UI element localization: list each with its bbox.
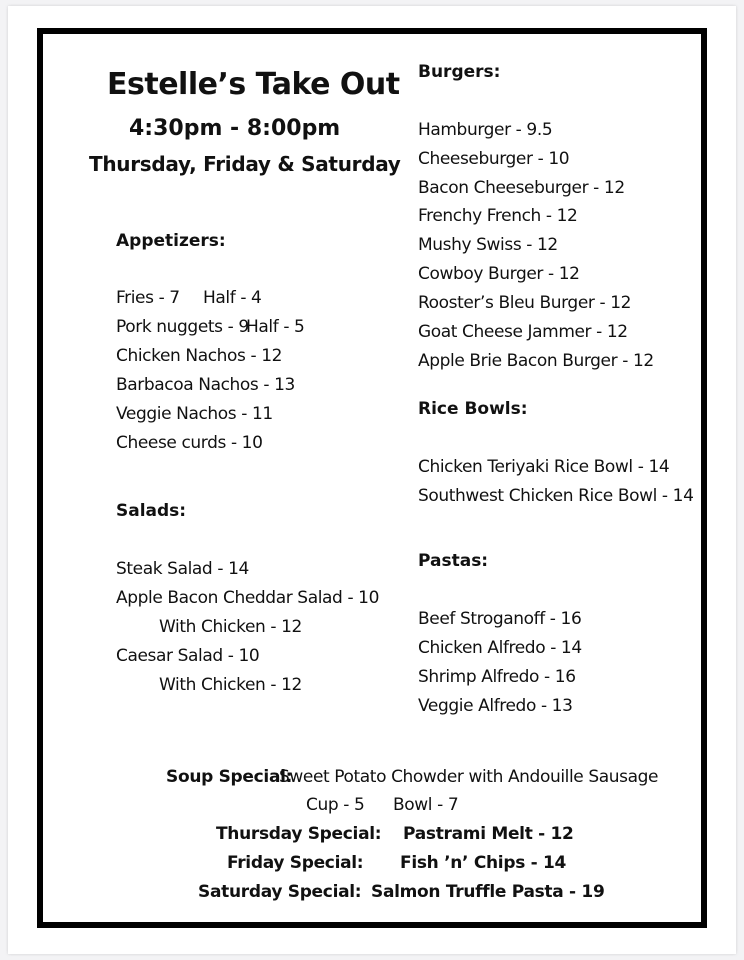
- pastas-heading: Pastas:: [418, 551, 489, 571]
- friday-special-value: Fish ’n’ Chips - 14: [400, 853, 567, 873]
- salads-heading: Salads:: [116, 501, 187, 521]
- menu-item: Southwest Chicken Rice Bowl - 14: [418, 486, 694, 506]
- menu-item: Chicken Teriyaki Rice Bowl - 14: [418, 457, 670, 477]
- thursday-special-value: Pastrami Melt - 12: [403, 824, 574, 844]
- menu-hours: 4:30pm - 8:00pm: [129, 116, 341, 141]
- menu-item: Veggie Alfredo - 13: [418, 696, 573, 716]
- menu-item: Pork nuggets - 9: [116, 317, 249, 337]
- menu-item: Fries - 7: [116, 288, 180, 308]
- burgers-heading: Burgers:: [418, 62, 501, 82]
- menu-item: Mushy Swiss - 12: [418, 235, 558, 255]
- menu-item: Frenchy French - 12: [418, 206, 578, 226]
- menu-item: Cowboy Burger - 12: [418, 264, 580, 284]
- friday-special-label: Friday Special:: [227, 853, 364, 873]
- soup-bowl-price: Bowl - 7: [393, 795, 459, 815]
- menu-days: Thursday, Friday & Saturday: [89, 152, 401, 176]
- menu-title: Estelle’s Take Out: [107, 67, 400, 102]
- menu-item: Half - 5: [246, 317, 305, 337]
- appetizers-heading: Appetizers:: [116, 231, 226, 251]
- menu-item: Veggie Nachos - 11: [116, 404, 273, 424]
- menu-item: Goat Cheese Jammer - 12: [418, 322, 628, 342]
- soup-special-value: Sweet Potato Chowder with Andouille Sausage: [279, 767, 659, 787]
- thursday-special-label: Thursday Special:: [216, 824, 382, 844]
- menu-item: Half - 4: [203, 288, 262, 308]
- menu-item: Beef Stroganoff - 16: [418, 609, 582, 629]
- soup-cup-price: Cup - 5: [306, 795, 365, 815]
- menu-item: Steak Salad - 14: [116, 559, 249, 579]
- menu-item: Rooster’s Bleu Burger - 12: [418, 293, 632, 313]
- menu-item: Barbacoa Nachos - 13: [116, 375, 295, 395]
- menu-item: Cheeseburger - 10: [418, 149, 570, 169]
- soup-special-label: Soup Special:: [166, 767, 293, 787]
- menu-item: Shrimp Alfredo - 16: [418, 667, 576, 687]
- saturday-special-value: Salmon Truffle Pasta - 19: [371, 882, 605, 902]
- menu-item: Apple Bacon Cheddar Salad - 10: [116, 588, 380, 608]
- menu-item: Chicken Alfredo - 14: [418, 638, 582, 658]
- menu-item: Hamburger - 9.5: [418, 120, 553, 140]
- menu-item: With Chicken - 12: [159, 675, 302, 695]
- menu-item: Chicken Nachos - 12: [116, 346, 283, 366]
- rice-bowls-heading: Rice Bowls:: [418, 399, 528, 419]
- saturday-special-label: Saturday Special:: [198, 882, 362, 902]
- menu-item: Cheese curds - 10: [116, 433, 263, 453]
- menu-item: Caesar Salad - 10: [116, 646, 260, 666]
- menu-item: Apple Brie Bacon Burger - 12: [418, 351, 654, 371]
- menu-item: With Chicken - 12: [159, 617, 302, 637]
- menu-item: Bacon Cheeseburger - 12: [418, 178, 625, 198]
